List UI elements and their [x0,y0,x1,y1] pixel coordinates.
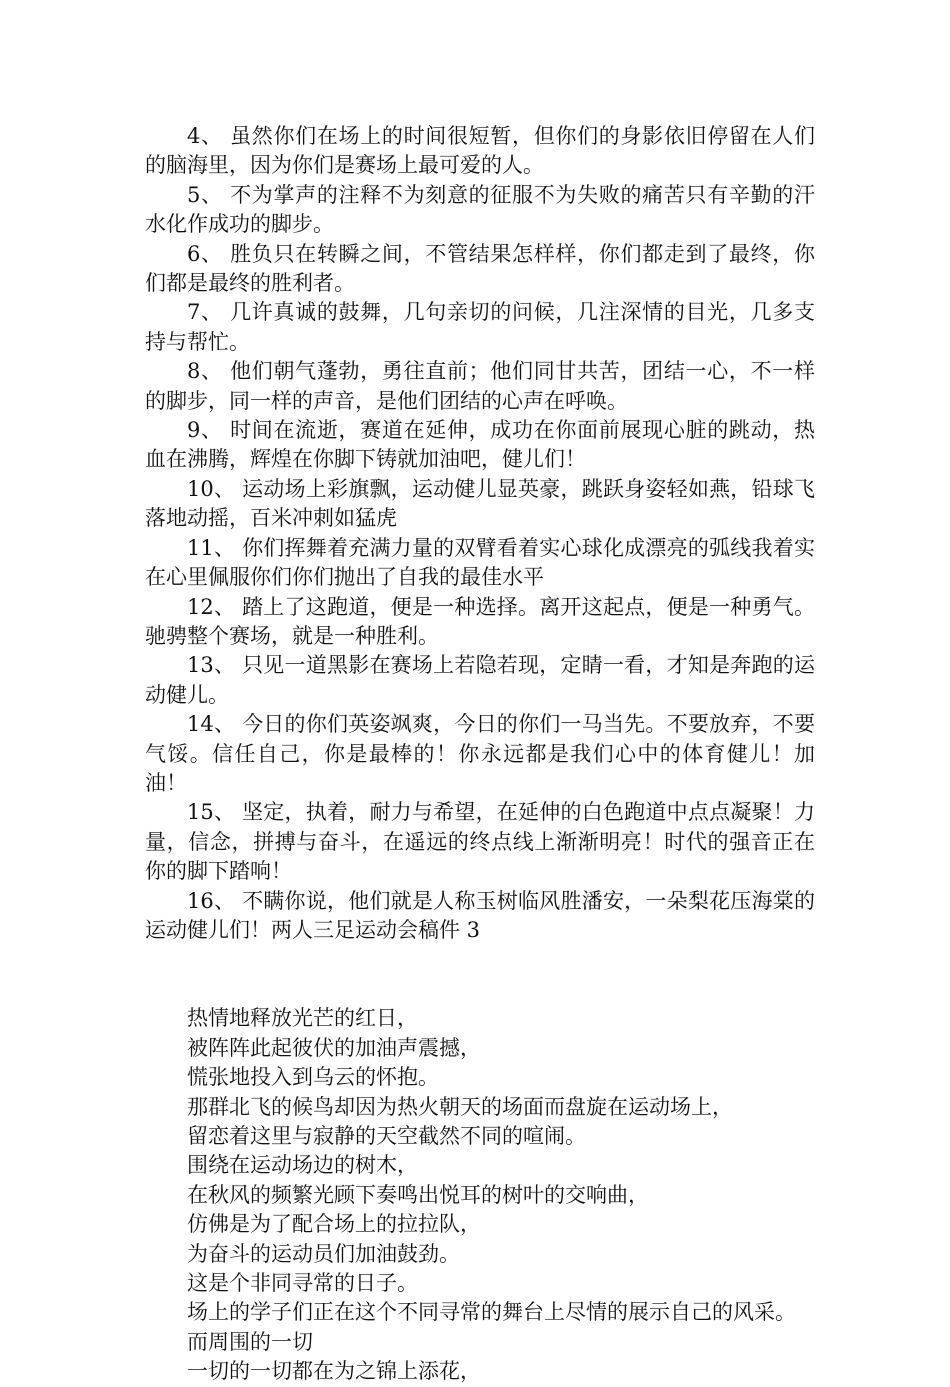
list-item: 13、 只见一道黑影在赛场上若隐若现，定睛一看，才知是奔跑的运动健儿。 [145,653,815,707]
list-item: 4、 虽然你们在场上的时间很短暂，但你们的身影依旧停留在人们的脑海里，因为你们是赛场上最可爱的人。 [145,124,815,178]
poem-line: 被阵阵此起彼伏的加油声震撼， [187,1035,481,1060]
poem-line: 热情地释放光芒的红日， [187,1006,418,1031]
list-item: 12、 踏上了这跑道，便是一种选择。离开这起点，便是一种勇气。驰骋整个赛场，就是一种胜利。 [145,594,815,648]
poem-line: 那群北飞的候鸟却因为热火朝天的场面而盘旋在运动场上， [187,1094,733,1119]
list-item: 7、 几许真诚的鼓舞，几句亲切的问候，几注深情的目光，几多支持与帮忙。 [145,300,815,354]
list-item: 9、 时间在流逝，赛道在延伸，成功在你面前展现心脏的跳动，热血在沸腾，辉煌在你脚下铸就加油吧，健儿们！ [145,418,815,472]
list-item: 15、 坚定，执着，耐力与希望，在延伸的白色跑道中点点凝聚！力量，信念，拼搏与奋斗，在遥远的终点线上渐渐明亮！时代的强音正在你的脚下踏响！ [145,800,815,884]
poem-line: 为奋斗的运动员们加油鼓劲。 [187,1241,460,1266]
poem-line: 场上的学子们正在这个不同寻常的舞台上尽情的展示自己的风采。 [187,1300,796,1325]
poem-line: 慌张地投入到乌云的怀抱。 [187,1065,439,1090]
poem-line: 留恋着这里与寂静的天空截然不同的喧闹。 [187,1124,586,1148]
section-gap [145,945,815,1004]
list-item: 16、 不瞒你说，他们就是人称玉树临风胜潘安，一朵梨花压海棠的运动健儿们！两人三足运动会稿件 3 [145,888,815,942]
list-item: 14、 今日的你们英姿飒爽，今日的你们一马当先。不要放弃，不要气馁。信任自己，你是最棒的！你永远都是我们心中的体育健儿！加油！ [145,712,815,795]
poem-line: 围绕在运动场边的树木， [187,1153,418,1178]
poem-line: 这是个非同寻常的日子。 [187,1271,418,1296]
poem-line: 而周围的一切 [187,1329,313,1354]
poem-line: 仿佛是为了配合场上的拉拉队， [187,1212,481,1237]
list-item: 8、 他们朝气蓬勃，勇往直前；他们同甘共苦，团结一心，不一样的脚步，同一样的声音，是他们团结的心声在呼唤。 [145,359,815,413]
list-item: 11、 你们挥舞着充满力量的双臂看着实心球化成漂亮的弧线我着实在心里佩服你们你们抛出了自我的最佳水平 [145,535,815,590]
list-item: 6、 胜负只在转瞬之间，不管结果怎样样，你们都走到了最终，你们都是最终的胜利者。 [145,241,815,296]
document-body [145,122,815,1387]
poem-line: 一切的一切都在为之锦上添花， [187,1359,481,1384]
poem-line: 在秋风的频繁光顾下奏鸣出悦耳的树叶的交响曲， [187,1182,649,1207]
list-item: 10、 运动场上彩旗飘，运动健儿显英豪，跳跃身姿轻如燕，铅球飞落地动摇，百米冲刺如猛虎 [145,476,815,531]
list-item: 5、 不为掌声的注释不为刻意的征服不为失败的痛苦只有辛勤的汗水化作成功的脚步。 [145,182,815,237]
